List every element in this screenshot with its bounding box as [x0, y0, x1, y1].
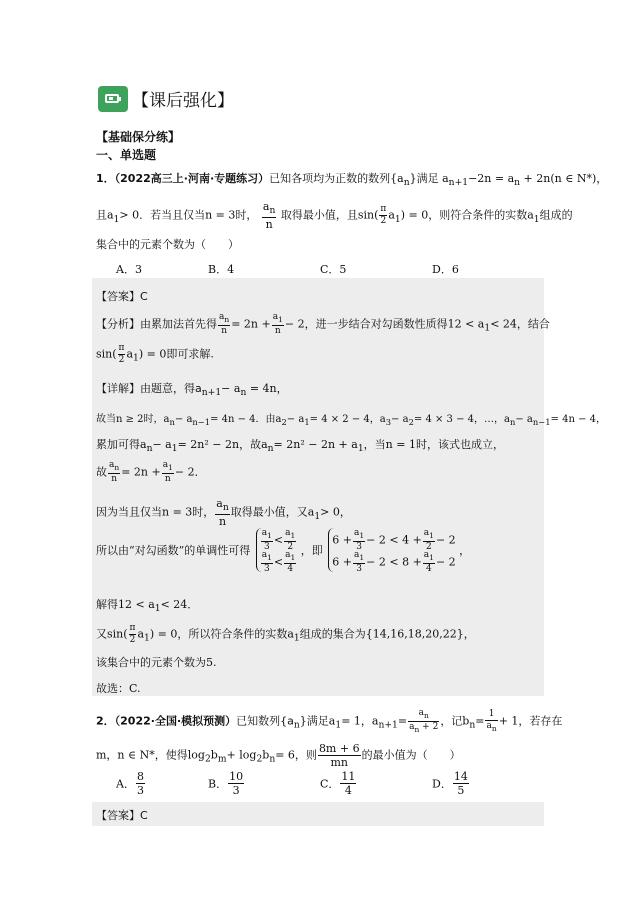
math-text: > 0．若当且仅当n = 3时， — [119, 208, 258, 222]
math-text: A． — [116, 777, 135, 791]
math-text: n — [414, 724, 420, 734]
math-text: 故当n ≥ 2时，a — [96, 414, 170, 425]
math-text: + log — [226, 748, 257, 762]
math-text: n — [169, 417, 175, 427]
math-text: a — [354, 528, 360, 538]
math-text: a — [423, 528, 430, 538]
math-text: n — [274, 325, 281, 336]
math-text: 累加可得a — [96, 438, 147, 451]
math-text: 组成的 — [539, 208, 573, 222]
math-text: − 2，进一步结合对勾函数性质得12 < a — [284, 317, 485, 331]
math-text: 2 — [204, 753, 211, 765]
math-text: − a — [391, 414, 409, 425]
math-text: 1 — [359, 552, 365, 562]
math-text: n+1 — [448, 177, 469, 189]
math-text: a — [261, 550, 268, 560]
math-text: < — [273, 533, 284, 547]
math-text: < — [273, 555, 284, 569]
math-text: 1 — [168, 462, 173, 472]
math-text: − a — [515, 414, 533, 425]
math-text: π — [380, 204, 387, 215]
math-text: = 4n − 4， — [550, 414, 606, 425]
subsection-heading: 一、单选题 — [96, 148, 157, 162]
math-text: 6 + — [332, 555, 352, 569]
math-text: 2 — [287, 541, 294, 552]
math-text: 2 — [426, 541, 432, 552]
math-text: + 2 — [419, 721, 439, 732]
math-text: 3 — [263, 563, 270, 574]
math-text: 取得最小值，且sin( — [280, 208, 379, 222]
math-text: b — [210, 748, 218, 762]
math-text: = 2n² − 2n，故a — [177, 438, 268, 451]
math-text: m — [217, 753, 227, 765]
math-text: 已知数列{a — [236, 714, 294, 728]
math-text: 1 — [278, 314, 283, 324]
math-text: a — [486, 720, 492, 731]
q2-option-d[interactable] — [432, 770, 470, 797]
math-text: 3 — [356, 563, 362, 574]
math-text: n — [114, 462, 120, 472]
math-text: 1 — [293, 632, 300, 644]
math-text: + 2n(n ∈ N*)， — [520, 172, 608, 185]
math-text: = 4n − 4．由a — [210, 414, 282, 425]
math-text: n — [423, 710, 429, 720]
math-text: −2n = a — [468, 172, 515, 185]
math-text: 8m + 6 — [318, 742, 360, 755]
math-text: 14 — [453, 770, 468, 783]
math-text: 1 — [533, 213, 540, 225]
math-text: n+1 — [201, 387, 222, 399]
math-text: n — [164, 473, 171, 484]
math-text: π — [118, 343, 125, 353]
q1-detail-line3 — [96, 460, 206, 485]
math-text: − a — [286, 414, 305, 425]
math-text: − 2． — [174, 465, 206, 479]
math-text: 2． — [96, 714, 115, 728]
math-text: 1． — [96, 172, 115, 185]
math-text: 已知各项均为正数的数列 — [269, 172, 391, 185]
math-text: 1 — [290, 552, 296, 562]
math-text: 1 — [154, 603, 161, 615]
math-text: 3 — [356, 541, 362, 552]
q1-answer: 【答案】C — [96, 290, 148, 303]
math-text: > 0， — [320, 505, 351, 519]
math-text: 【分析】由累加法首先得 — [96, 317, 217, 331]
math-text: = — [475, 714, 485, 728]
math-text: a — [285, 550, 291, 560]
math-text: 所以由“对勾函数”的单调性可得 — [96, 544, 251, 557]
math-text: = 2n + — [121, 465, 161, 479]
math-text: 4 — [344, 784, 352, 797]
math-text: 8 — [136, 770, 144, 783]
q1-option-d[interactable]: D．6 — [432, 263, 459, 276]
math-text: n — [469, 719, 476, 731]
math-text: n+1 — [378, 719, 398, 731]
math-text: a — [261, 528, 268, 538]
math-text: 1 — [429, 552, 434, 562]
math-text: − 2 < 8 + — [366, 555, 422, 569]
battery-icon — [98, 86, 128, 112]
question-1-stem — [96, 170, 607, 188]
math-text: a — [126, 347, 134, 361]
math-text: 4 — [287, 563, 294, 574]
math-text: = 2n² − 2n + a — [273, 438, 358, 451]
math-text: n — [222, 502, 229, 514]
math-text: 1 — [144, 632, 150, 644]
math-text: 2 — [256, 753, 263, 765]
math-text: a — [216, 497, 223, 510]
q1-detail-line7 — [96, 623, 475, 646]
math-text: 3 — [385, 417, 392, 427]
math-text: n — [403, 177, 410, 189]
math-text: 的最小值为（ ） — [361, 748, 461, 762]
math-text: − 2 — [435, 555, 456, 569]
math-text: 2 — [380, 216, 387, 227]
math-text: 又sin( — [96, 627, 128, 641]
math-text: n — [221, 325, 227, 336]
math-text: {a — [390, 172, 404, 185]
math-text: 1 — [304, 417, 310, 427]
math-text: a — [219, 312, 225, 322]
page-title: 【课后强化】 — [132, 91, 234, 111]
q2-option-c[interactable] — [320, 770, 357, 797]
math-text: 1 — [113, 213, 120, 225]
q2-answer-panel — [92, 802, 544, 826]
math-text: 1 — [290, 530, 296, 540]
math-text: 3 — [136, 784, 144, 797]
math-text: = 6，则 — [275, 748, 317, 762]
math-text: n — [293, 719, 300, 731]
math-text: ，记b — [440, 714, 470, 728]
math-text: 故 — [96, 465, 107, 479]
q1-detail-line1 — [96, 410, 606, 427]
math-text: 1 — [171, 443, 178, 455]
math-text: 1 — [357, 443, 364, 455]
math-text: − 2 < 4 + — [366, 533, 422, 547]
math-text: n — [269, 753, 276, 765]
math-text: n — [218, 515, 227, 529]
question-2-line2 — [96, 742, 461, 769]
math-text: a — [388, 208, 395, 222]
math-text: ， — [459, 544, 471, 557]
q1-option-b[interactable]: B．4 — [208, 263, 235, 276]
math-text: − a — [152, 438, 172, 451]
q2-option-a[interactable] — [116, 770, 146, 797]
math-text: + 1，若存在 — [498, 714, 563, 728]
math-text: a — [262, 200, 270, 213]
math-text: a — [285, 528, 291, 538]
math-text: n — [491, 723, 497, 733]
math-text: a — [137, 627, 145, 641]
math-text: 1 — [267, 552, 272, 562]
q1-detail-line6 — [96, 596, 198, 614]
math-text: ，当n = 1时，该式也成立， — [363, 438, 504, 451]
q1-detail — [96, 380, 288, 398]
math-text: n — [509, 417, 516, 427]
math-text: mn — [330, 756, 349, 769]
math-text: ) = 0，所以符合条件的实数a — [149, 627, 294, 641]
math-text: D． — [432, 777, 452, 791]
math-text: = 1，a — [341, 714, 379, 728]
math-text: π — [129, 623, 136, 633]
math-text: 5 — [457, 784, 465, 797]
math-text: 1 — [394, 213, 401, 225]
math-text: = 4n， — [246, 382, 288, 395]
math-text: n — [146, 443, 153, 455]
math-text: a — [162, 460, 169, 470]
math-text: b — [262, 748, 270, 762]
math-text: }满足 — [409, 172, 439, 185]
math-text: a — [109, 460, 115, 470]
math-text: 1 — [429, 530, 434, 540]
math-text: − a — [221, 382, 241, 395]
math-text: 2 — [129, 635, 136, 645]
math-text: a — [442, 172, 449, 185]
math-text: 且a — [96, 208, 114, 222]
math-text: 取得最小值，又a — [230, 505, 315, 519]
math-text: n — [111, 473, 117, 484]
math-text: sin( — [96, 347, 117, 361]
math-text: 11 — [341, 770, 356, 783]
q2-option-b[interactable] — [208, 770, 245, 797]
math-text: 组成的集合为{14,16,18,20,22}， — [299, 627, 475, 641]
math-text: 1 — [359, 530, 365, 540]
math-text: 4 — [426, 563, 432, 574]
math-text: a — [354, 550, 360, 560]
math-text: 因为当且仅当n = 3时， — [96, 505, 215, 519]
math-text: ) = 0即可求解. — [138, 347, 214, 361]
math-text: = 4 × 2 − 4，a — [309, 414, 386, 425]
math-text: ，即 — [300, 544, 323, 557]
q1-detail-line5 — [96, 528, 470, 572]
math-text: n−1 — [192, 417, 211, 427]
math-text: 1 — [484, 322, 491, 334]
math-text: n — [224, 314, 230, 324]
math-text: − 2 — [435, 533, 456, 547]
q1-detail-line2 — [96, 436, 504, 454]
math-text: < 24． — [160, 598, 199, 611]
question-1-line3: 集合中的元素个数为（ ） — [96, 238, 239, 251]
math-text: B． — [208, 777, 228, 791]
math-text: a — [272, 312, 279, 322]
math-text: 1 — [133, 352, 139, 364]
math-text: 1 — [314, 510, 321, 522]
q1-detail-line9: 故选：C. — [96, 682, 141, 695]
math-text: 解得12 < a — [96, 598, 155, 611]
math-text: < 24，结合 — [490, 317, 550, 331]
q2-answer: 【答案】C — [96, 809, 148, 822]
q1-option-c[interactable]: C．5 — [320, 263, 347, 276]
inequality-system-1 — [256, 528, 298, 572]
q1-option-a[interactable]: A．3 — [116, 263, 142, 276]
math-text: = 4 × 3 − 4，…，a — [413, 414, 510, 425]
math-text: 1 — [485, 709, 497, 721]
q1-detail-line4 — [96, 497, 351, 528]
math-text: m，n ∈ N*，使得log — [96, 748, 205, 762]
math-text: = 2n + — [231, 317, 271, 331]
question-2-stem — [96, 708, 562, 735]
math-text: }满足a — [299, 714, 336, 728]
math-text: 1 — [335, 719, 342, 731]
math-text: n−1 — [532, 417, 551, 427]
math-text: = — [397, 714, 408, 728]
q1-detail-line8: 该集合中的元素个数为5. — [96, 656, 217, 669]
math-text: C． — [320, 777, 340, 791]
math-text: n — [267, 443, 274, 455]
math-text: n — [269, 205, 276, 217]
section-heading: 【基础保分练】 — [96, 130, 181, 144]
math-text: − a — [174, 414, 193, 425]
question-1-line2 — [96, 200, 573, 231]
math-text: 1 — [267, 530, 272, 540]
inequality-system-2 — [328, 528, 455, 572]
math-text: n — [240, 387, 247, 399]
math-text: n — [265, 218, 273, 232]
q1-analysis-line2 — [96, 343, 214, 366]
math-text: a — [418, 708, 424, 718]
math-text: 2 — [281, 417, 287, 427]
math-text: n — [514, 177, 521, 189]
math-text: （2022·全国·模拟预测） — [114, 714, 237, 728]
math-text: a — [409, 721, 415, 732]
math-text: 3 — [263, 541, 270, 552]
math-text: 2 — [118, 355, 125, 365]
math-text: 【详解】由题意，得a — [96, 382, 202, 395]
math-text: （2022高三上·河南·专题练习） — [114, 172, 270, 185]
math-text: 3 — [232, 784, 240, 797]
q1-analysis — [96, 312, 550, 337]
math-text: a — [423, 550, 430, 560]
math-text: 10 — [229, 770, 244, 783]
math-text: ) = 0，则符合条件的实数a — [400, 208, 534, 222]
math-text: 2 — [408, 417, 414, 427]
math-text: 6 + — [332, 533, 352, 547]
